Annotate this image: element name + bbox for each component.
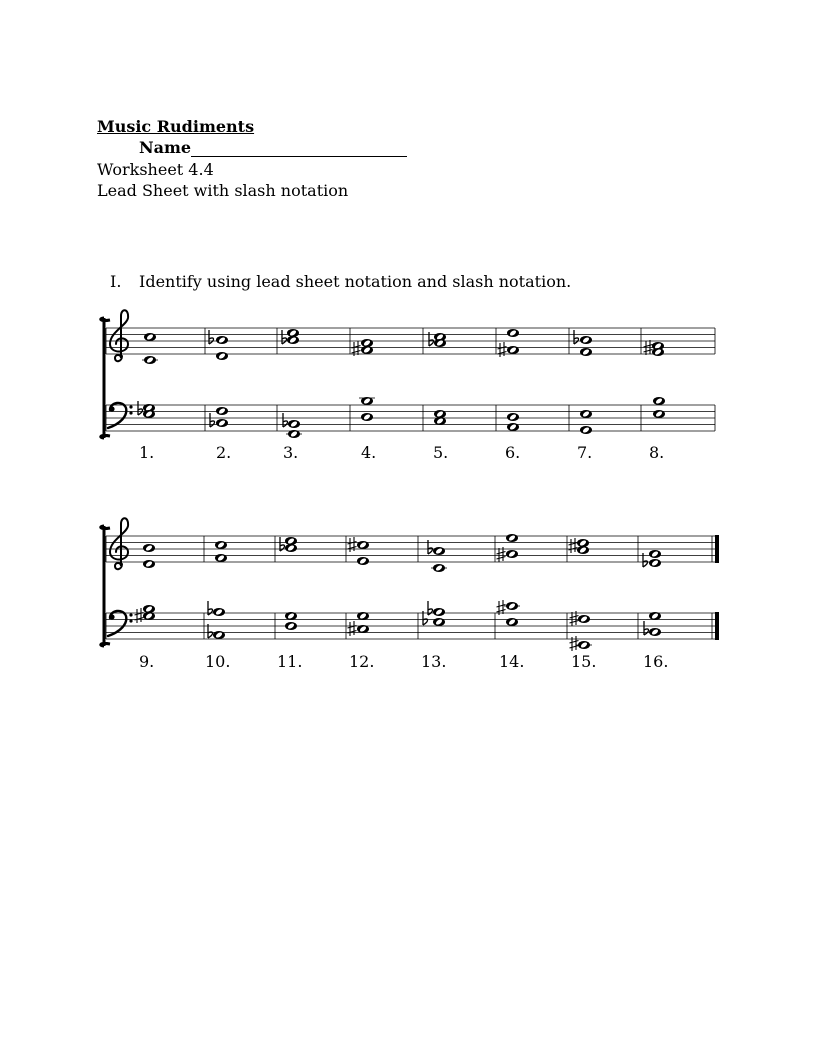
exercise-number: 12. bbox=[349, 652, 375, 671]
bass-staff bbox=[106, 405, 715, 431]
exercise-number: 8. bbox=[649, 443, 665, 462]
exercise-number: 11. bbox=[277, 652, 303, 671]
name-label: Name bbox=[139, 138, 192, 157]
question-numeral: I. bbox=[110, 272, 122, 291]
worksheet-subtitle: Lead Sheet with slash notation bbox=[97, 181, 349, 200]
exercise-number: 5. bbox=[433, 443, 449, 462]
exercise-number: 7. bbox=[577, 443, 593, 462]
system-bracket bbox=[101, 318, 110, 438]
exercise-number: 13. bbox=[421, 652, 447, 671]
exercise-number: 6. bbox=[505, 443, 521, 462]
question-text: Identify using lead sheet notation and slash notation. bbox=[139, 272, 572, 291]
exercise-number: 15. bbox=[571, 652, 597, 671]
bass-staff bbox=[106, 613, 716, 639]
exercise-number: 2. bbox=[216, 443, 232, 462]
system-2 bbox=[101, 518, 719, 651]
treble-staff bbox=[106, 536, 716, 562]
treble-staff bbox=[106, 328, 715, 354]
system-1 bbox=[101, 310, 715, 438]
treble-clef-icon bbox=[110, 518, 128, 569]
exercise-number: 4. bbox=[361, 443, 377, 462]
exercise-number: 9. bbox=[139, 652, 155, 671]
exercise-number: 1. bbox=[139, 443, 155, 462]
worksheet-title: Music Rudiments bbox=[97, 117, 255, 136]
system-bracket bbox=[101, 526, 110, 646]
exercise-number: 10. bbox=[205, 652, 231, 671]
exercise-number: 16. bbox=[643, 652, 669, 671]
exercise-number: 14. bbox=[499, 652, 525, 671]
exercise-number: 3. bbox=[283, 443, 299, 462]
worksheet-number: Worksheet 4.4 bbox=[97, 160, 214, 179]
treble-clef-icon bbox=[110, 310, 128, 361]
